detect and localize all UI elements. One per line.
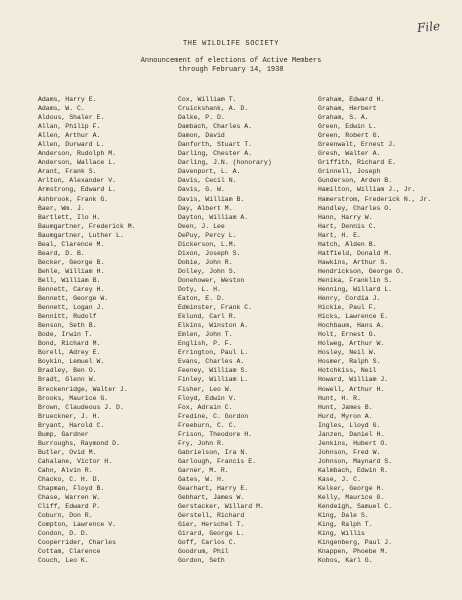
- member-name: Freeburn, C. C.: [178, 421, 237, 429]
- member-name: Graham, S. A.: [318, 114, 369, 122]
- date-line: through February 14, 1938: [178, 66, 284, 74]
- member-name: Brown, Claudeous J. D.: [38, 403, 124, 411]
- member-name: Feeney, William S.: [178, 367, 249, 375]
- member-name: Dalke, P. D.: [178, 114, 225, 122]
- member-name: Kalmbach, Edwin R.: [318, 466, 389, 474]
- member-name: Girard, George L.: [178, 530, 245, 538]
- member-name: Fox, Adrain C.: [178, 403, 233, 411]
- member-name: Hicks, Lawrence E.: [318, 313, 389, 321]
- member-name: Davis, William B.: [178, 195, 245, 203]
- member-name: Edminster, Frank C.: [178, 304, 253, 312]
- member-name: Hatch, Alden B.: [318, 240, 377, 248]
- member-name: Dickerson, L.M.: [178, 240, 237, 248]
- member-name: Beal, Clarence M.: [38, 240, 105, 248]
- member-name: Allen, Arthur A.: [38, 132, 101, 140]
- member-name: Jenkins, Hubert O.: [318, 439, 389, 447]
- member-name: Eaton, E. D.: [178, 295, 225, 303]
- member-name: Bradley, Ben O.: [38, 367, 97, 375]
- member-name: Donehower, Weston: [178, 276, 245, 284]
- member-name: Beard, D. B.: [38, 249, 85, 257]
- member-name: Dixon, Joseph S.: [178, 249, 241, 257]
- member-name: Holweg, Arthur W.: [318, 340, 385, 348]
- member-name: Damon, David: [178, 132, 225, 140]
- member-name: Emlen, John T.: [178, 331, 233, 339]
- member-name: Bell, William B.: [38, 276, 101, 284]
- member-name: Janzen, Daniel H.: [318, 430, 385, 438]
- member-name: Hawkins, Arthur S.: [318, 258, 389, 266]
- member-name: Compton, Lawrence V.: [38, 521, 117, 529]
- member-name: Dolley, John S.: [178, 267, 237, 275]
- member-name: Bond, Richard M.: [38, 340, 101, 348]
- member-name: Kelly, Maurice G.: [318, 494, 385, 502]
- member-name: Aldous, Shaler E.: [38, 114, 105, 122]
- member-name: Boykin, Lemuel W.: [38, 358, 105, 366]
- member-column-3: [318, 95, 438, 565]
- member-name: Benson, Seth B.: [38, 322, 97, 330]
- member-name: Frison, Theodore H.: [178, 430, 253, 438]
- member-name: Anderson, Rudolph M.: [38, 150, 117, 158]
- member-name: Adams, W. C.: [38, 105, 85, 113]
- member-name: Arant, Frank S.: [38, 168, 97, 176]
- member-name: Bennett, Logan J.: [38, 304, 105, 312]
- member-name: Garner, M. R.: [178, 466, 229, 474]
- member-name: Hamilton, William J., Jr.: [318, 186, 416, 194]
- member-name: Fisher, Leo W.: [178, 385, 233, 393]
- member-name: Cruickshank, A. D.: [178, 105, 249, 113]
- member-name: Baer, Wm. J.: [38, 204, 85, 212]
- member-name: Kendeigh, Samuel C.: [318, 503, 393, 511]
- member-name: Darling, J.N. (honorary): [178, 159, 272, 167]
- member-name: Borell, Adrey E.: [38, 349, 101, 357]
- member-name: Bartlett, Ilo H.: [38, 213, 101, 221]
- document-title: THE WILDLIFE SOCIETY: [182, 40, 279, 48]
- member-name: Condon, D. D.: [38, 530, 89, 538]
- member-name: Hosmer, Ralph S.: [318, 358, 381, 366]
- member-name: Kingenberg, Paul J.: [318, 539, 393, 547]
- member-name: Gearhart, Harry E.: [178, 485, 249, 493]
- member-name: Allen, Durward L.: [38, 141, 105, 149]
- member-name: Darling, Chester A.: [178, 150, 253, 158]
- member-name: Cahn, Alvin R.: [38, 466, 93, 474]
- member-name: Bennitt, Rudolf: [38, 313, 97, 321]
- member-name: Eklund, Carl R.: [178, 313, 237, 321]
- member-name: Hochbaum, Hans A.: [318, 322, 385, 330]
- member-name: King, Dale S.: [318, 512, 369, 520]
- member-name: Davenport, L. A.: [178, 168, 241, 176]
- member-name: English, P. F.: [178, 340, 233, 348]
- member-name: Bennett, Carey H.: [38, 285, 105, 293]
- member-name: Bump, Gardner: [38, 430, 89, 438]
- handwritten-file-note: File: [416, 18, 441, 36]
- member-name: Bennett, George W.: [38, 295, 109, 303]
- member-name: Green, Edwin L.: [318, 123, 377, 131]
- member-column-1: [38, 95, 178, 565]
- member-name: Danforth, Stuart T.: [178, 141, 253, 149]
- member-name: Hunt, James B.: [318, 403, 373, 411]
- member-name: King, Ralph T.: [318, 521, 373, 529]
- member-columns: [38, 95, 438, 565]
- member-name: Hunt, H. R.: [318, 394, 361, 402]
- member-name: Day, Albert M.: [178, 204, 233, 212]
- member-name: Becker, George B.: [38, 258, 105, 266]
- member-name: Chacko, C. H. D.: [38, 475, 101, 483]
- member-name: Fredine, C. Gordon: [178, 412, 249, 420]
- member-name: Deen, J. Lee: [178, 222, 225, 230]
- member-name: Cliff, Edward P.: [38, 503, 101, 511]
- member-name: Hart, H. E.: [318, 231, 361, 239]
- member-name: Burroughs, Raymond D.: [38, 439, 120, 447]
- member-name: Kobos, Karl G.: [318, 557, 373, 565]
- member-name: Breckenridge, Walter J.: [38, 385, 128, 393]
- member-name: Brooks, Maurice G.: [38, 394, 109, 402]
- member-name: Howell, Arthur H.: [318, 385, 385, 393]
- member-name: Baumgartner, Luther L.: [38, 231, 124, 239]
- member-name: Gerstell, Richard: [178, 512, 245, 520]
- announcement-line: Announcement of elections of Active Members: [140, 57, 322, 65]
- member-name: Goodrum, Phil: [178, 548, 229, 556]
- member-name: Hendrickson, George O.: [318, 267, 404, 275]
- member-name: Adams, Harry E.: [38, 96, 97, 103]
- member-name: Hart, Dennis C.: [318, 222, 377, 230]
- member-name: Gabrielson, Ira N.: [178, 448, 249, 456]
- member-name: Cooperrider, Charles: [38, 539, 117, 547]
- member-name: Butler, Ovid M.: [38, 448, 97, 456]
- member-name: Elkins, Winston A.: [178, 322, 249, 330]
- member-name: Ingles, Lloyd G.: [318, 421, 381, 429]
- member-name: Johnson, Maynard S.: [318, 457, 393, 465]
- member-name: Henning, Willard L.: [318, 285, 393, 293]
- member-name: Brueckner, J. H.: [38, 412, 101, 420]
- member-name: Armstrong, Edward L.: [38, 186, 117, 194]
- member-name: Gunderson, Arden B.: [318, 177, 393, 185]
- member-name: Gordon, Seth: [178, 557, 225, 565]
- member-name: Grinnell, Joseph: [318, 168, 381, 176]
- member-name: Cox, William T.: [178, 96, 237, 103]
- member-name: Chapman, Floyd B.: [38, 485, 105, 493]
- member-name: Gerstacker, Willard M.: [178, 503, 264, 511]
- member-name: Anderson, Wallace L.: [38, 159, 117, 167]
- member-name: DePuy, Percy L.: [178, 231, 237, 239]
- member-name: Cottam, Clarence: [38, 548, 101, 556]
- member-name: Henika, Franklin S.: [318, 276, 393, 284]
- member-name: Dambach, Charles A.: [178, 123, 253, 131]
- member-name: Baumgartner, Frederick M.: [38, 222, 136, 230]
- member-name: Goff, Carlos C.: [178, 539, 237, 547]
- member-column-2: [178, 95, 318, 565]
- member-name: Howard, William J.: [318, 376, 389, 384]
- member-name: Finley, William L.: [178, 376, 249, 384]
- member-name: Kelker, George H.: [318, 485, 385, 493]
- member-name: Knappen, Phoebe M.: [318, 548, 389, 556]
- member-name: Cahalane, Victor H.: [38, 457, 113, 465]
- member-name: Green, Robert G.: [318, 132, 381, 140]
- member-name: Handley, Charles O.: [318, 204, 393, 212]
- member-name: Evans, Charles A.: [178, 358, 245, 366]
- member-name: Ashbrook, Frank G.: [38, 195, 109, 203]
- member-name: Dayton, William A.: [178, 213, 249, 221]
- member-name: Hickie, Paul F.: [318, 304, 377, 312]
- member-name: Hosley, Neil W.: [318, 349, 377, 357]
- member-name: Gebhart, James W.: [178, 494, 245, 502]
- member-name: Davis, Cecil N.: [178, 177, 237, 185]
- member-name: Gresh, Walter A.: [318, 150, 381, 158]
- member-name: Graham, Herbert: [318, 105, 377, 113]
- member-name: Allan, Philip F.: [38, 123, 101, 131]
- member-name: King, Willis: [318, 530, 365, 538]
- member-name: Gier, Herschel T.: [178, 521, 245, 529]
- member-name: Hotchkiss, Neil: [318, 367, 377, 375]
- member-name: Hurd, Myron A.: [318, 412, 373, 420]
- member-name: Hamerstrom, Frederick N., Jr.: [318, 195, 432, 203]
- member-name: Behle, William H.: [38, 267, 105, 275]
- member-name: Hatfield, Donald M.: [318, 249, 393, 257]
- member-name: Holt, Ernest G.: [318, 331, 377, 339]
- member-name: Arlton, Alexander V.: [38, 177, 117, 185]
- member-name: Greenwalt, Ernest J.: [318, 141, 397, 149]
- member-name: Doty, L. H.: [178, 285, 221, 293]
- member-name: Fry, John R.: [178, 439, 225, 447]
- member-name: Kase, J. C.: [318, 475, 361, 483]
- member-name: Garlough, Francis E.: [178, 457, 257, 465]
- member-name: Graham, Edward H.: [318, 96, 385, 103]
- member-name: Henry, Cordia J.: [318, 295, 381, 303]
- member-name: Bryant, Harold C.: [38, 421, 105, 429]
- member-name: Dobie, John R.: [178, 258, 233, 266]
- member-name: Floyd, Edwin V.: [178, 394, 237, 402]
- member-name: Bradt, Glenn W.: [38, 376, 97, 384]
- member-name: Errington, Paul L.: [178, 349, 249, 357]
- member-name: Couch, Leo K.: [38, 557, 89, 565]
- member-name: Davis, G. W.: [178, 186, 225, 194]
- member-name: Bode, Irwin T.: [38, 331, 93, 339]
- member-name: Johnson, Fred W.: [318, 448, 381, 456]
- member-name: Coburn, Don R.: [38, 512, 93, 520]
- member-name: Gates, W. H.: [178, 475, 225, 483]
- member-name: Hann, Harry W.: [318, 213, 373, 221]
- member-name: Chase, Warren W.: [38, 494, 101, 502]
- member-name: Griffith, Richard E.: [318, 159, 397, 167]
